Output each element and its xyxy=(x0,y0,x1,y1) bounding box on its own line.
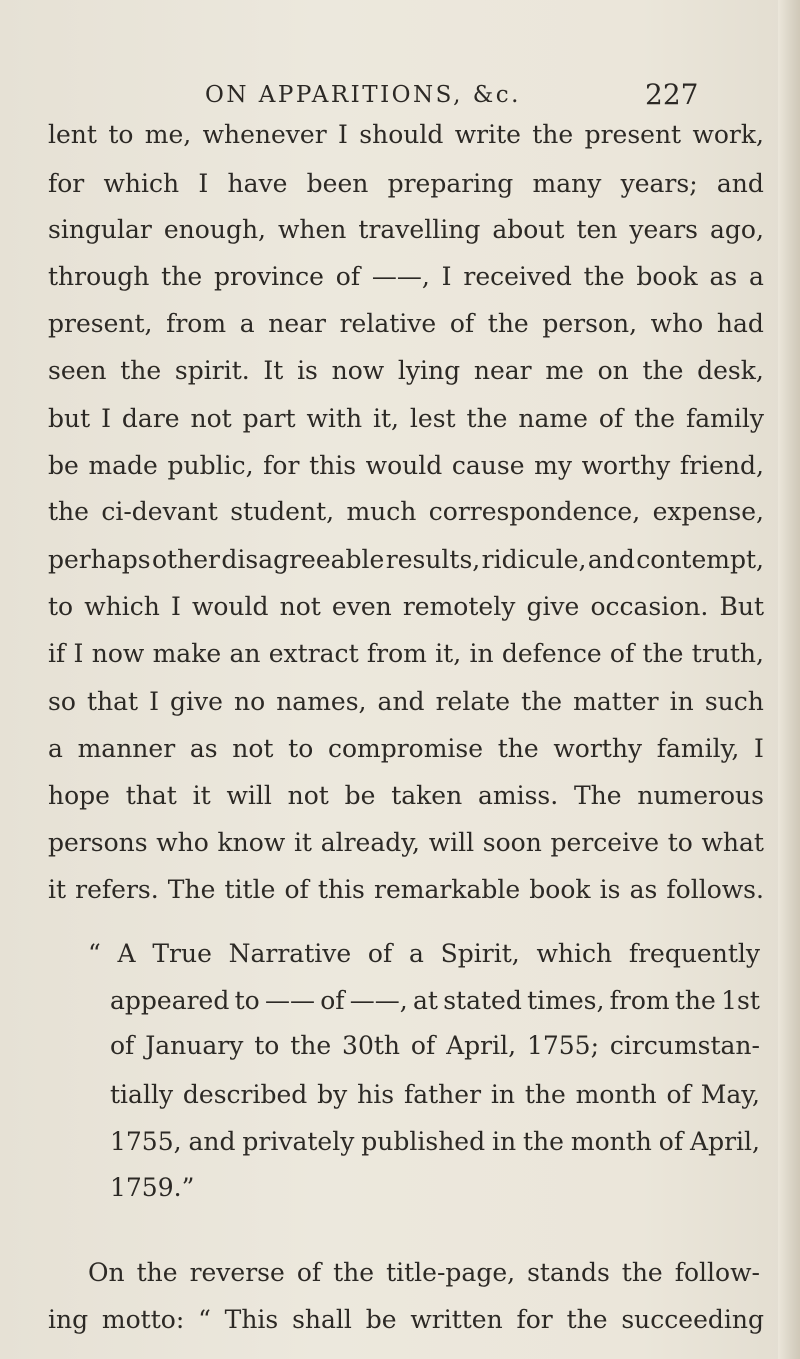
text-line: “ A True Narrative of a Spirit, which frequently xyxy=(88,938,760,968)
text-line: lent to me, whenever I should write the present work, xyxy=(48,120,764,150)
page-edge xyxy=(778,0,800,1359)
text-line: it refers. The title of this remarkable book is as follows. xyxy=(48,875,764,905)
page-number: 227 xyxy=(645,78,699,111)
text-line: through the province of ——, I received the book as a xyxy=(48,261,764,291)
text-line: 1759.” xyxy=(110,1173,195,1203)
page-header xyxy=(0,78,800,118)
text-line: tially described by his father in the month of May, xyxy=(110,1079,760,1109)
text-line: be made public, for this would cause my worthy friend, xyxy=(48,450,764,480)
text-line: for which I have been preparing many years; and xyxy=(48,168,764,198)
text-line: 1755, and privately published in the month of April, xyxy=(110,1126,760,1156)
text-line: present, from a near relative of the person, who had xyxy=(48,308,764,338)
text-line: seen the spirit. It is now lying near me on the desk, xyxy=(48,356,764,386)
text-line: hope that it will not be taken amiss. The numerous xyxy=(48,780,764,810)
running-head: ON APPARITIONS, &c. xyxy=(205,82,521,108)
text-line: singular enough, when travelling about ten years ago, xyxy=(48,215,764,245)
text-line: ing motto: “ This shall be written for the succeeding xyxy=(48,1304,764,1334)
text-line: if I now make an extract from it, in defence of the truth, xyxy=(48,639,764,669)
text-line: but I dare not part with it, lest the name of the family xyxy=(48,403,764,433)
text-line: On the reverse of the title-page, stands the follow- xyxy=(88,1258,760,1288)
text-line: appeared to —— of ——, at stated times, from the 1st xyxy=(110,985,760,1015)
text-line: persons who know it already, will soon perceive to what xyxy=(48,827,764,857)
text-line: a manner as not to compromise the worthy family, I xyxy=(48,734,764,764)
text-line: perhaps other disagreeable results, ridicule, and contempt, xyxy=(48,544,764,574)
text-line: the ci-devant student, much correspondence, expense, xyxy=(48,497,764,527)
text-line: to which I would not even remotely give occasion. But xyxy=(48,592,764,622)
text-line: so that I give no names, and relate the matter in such xyxy=(48,686,764,716)
text-line: of January to the 30th of April, 1755; circumstan- xyxy=(110,1031,760,1061)
